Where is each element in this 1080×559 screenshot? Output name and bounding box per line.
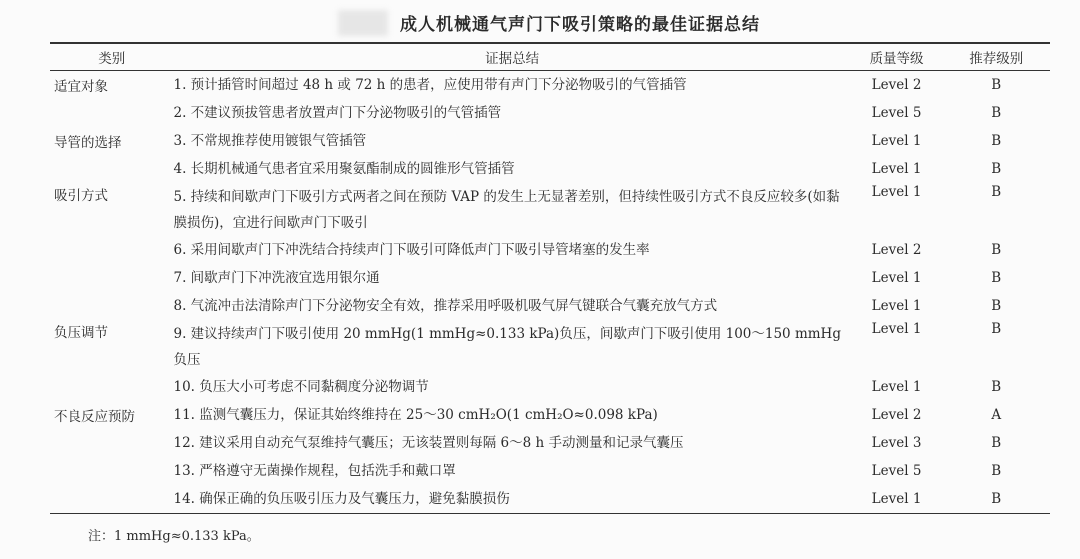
row-recommendation: B: [991, 161, 1002, 177]
table-row: [50, 183, 1050, 236]
table-header-row: [50, 43, 1050, 71]
row-category: [50, 264, 173, 292]
row-quality: Level 1: [871, 184, 922, 200]
row-quality: Level 5: [871, 463, 922, 479]
row-evidence: 5. 持续和间歇声门下吸引方式两者之间在预防 VAP 的发生上无显著差别，但持续性吸引方式不良反应较多(如黏膜损伤)，宜进行间歇声门下吸引: [173, 189, 840, 231]
table-row: [50, 155, 1050, 183]
row-quality: Level 1: [871, 379, 922, 395]
row-quality: Level 5: [871, 105, 922, 121]
row-quality: Level 1: [871, 321, 922, 337]
row-quality: Level 3: [871, 435, 922, 451]
row-recommendation: B: [991, 133, 1002, 149]
row-recommendation: B: [991, 298, 1002, 314]
table-footnote: 注：1 mmHg≈0.133 kPa。: [88, 529, 260, 544]
table-row: [50, 485, 1050, 514]
row-evidence: 12. 建议采用自动充气泵维持气囊压；无该装置则每隔 6～8 h 手动测量和记录气囊压: [173, 435, 684, 451]
table-title: 成人机械通气声门下吸引策略的最佳证据总结: [400, 15, 760, 35]
row-recommendation: B: [991, 242, 1002, 258]
row-quality: Level 2: [871, 77, 922, 93]
row-recommendation: B: [991, 321, 1002, 337]
row-recommendation: B: [991, 270, 1002, 286]
row-recommendation: B: [991, 184, 1002, 200]
table-row: [50, 99, 1050, 127]
row-recommendation: A: [991, 407, 1002, 423]
row-category: [50, 429, 173, 457]
table-row: [50, 264, 1050, 292]
evidence-table: [50, 42, 1050, 514]
row-category: 负压调节: [54, 325, 108, 341]
row-category: [50, 373, 173, 401]
row-category: 吸引方式: [54, 188, 108, 204]
row-evidence: 10. 负压大小可考虑不同黏稠度分泌物调节: [173, 379, 429, 395]
table-row: [50, 292, 1050, 320]
row-category: [50, 155, 173, 183]
row-recommendation: B: [991, 435, 1002, 451]
table-row: [50, 236, 1050, 264]
row-evidence: 8. 气流冲击法清除声门下分泌物安全有效，推荐采用呼吸机吸气屏气键联合气囊充放气方式: [173, 298, 718, 314]
row-evidence: 9. 建议持续声门下吸引使用 20 mmHg(1 mmHg≈0.133 kPa)负压，间歇声门下吸引使用 100～150 mmHg 负压: [173, 326, 841, 368]
row-recommendation: B: [991, 77, 1002, 93]
row-recommendation: B: [991, 463, 1002, 479]
row-quality: Level 1: [871, 161, 922, 177]
blurred-watermark: [338, 10, 388, 36]
row-evidence: 13. 严格遵守无菌操作规程，包括洗手和戴口罩: [173, 463, 456, 479]
header-evidence: 证据总结: [173, 43, 850, 71]
row-evidence: 6. 采用间歇声门下冲洗结合持续声门下吸引可降低声门下吸引导管堵塞的发生率: [173, 242, 650, 258]
row-quality: Level 1: [871, 298, 922, 314]
row-evidence: 2. 不建议预拔管患者放置声门下分泌物吸引的气管插管: [173, 105, 502, 121]
row-quality: Level 2: [871, 242, 922, 258]
row-quality: Level 2: [871, 407, 922, 423]
row-quality: Level 1: [851, 485, 943, 514]
row-quality: Level 1: [871, 133, 922, 149]
row-category: [50, 485, 173, 514]
row-quality: Level 1: [871, 270, 922, 286]
row-recommendation: B: [942, 485, 1050, 514]
row-recommendation: B: [991, 379, 1002, 395]
row-category: 导管的选择: [54, 135, 122, 151]
row-evidence: 7. 间歇声门下冲洗液宜选用银尔通: [173, 270, 380, 286]
row-evidence: 11. 监测气囊压力，保证其始终维持在 25～30 cmH₂O(1 cmH₂O≈0.098 kPa): [173, 407, 658, 423]
table-row: [50, 401, 1050, 429]
table-row: [50, 457, 1050, 485]
row-evidence: 4. 长期机械通气患者宜采用聚氨酯制成的圆锥形气管插管: [173, 161, 515, 177]
row-evidence: 1. 预计插管时间超过 48 h 或 72 h 的患者，应使用带有声门下分泌物吸引的气管插管: [173, 77, 687, 93]
row-category: [50, 236, 173, 264]
table-row: [50, 71, 1050, 100]
row-category: 适宜对象: [54, 79, 108, 95]
row-category: [50, 457, 173, 485]
header-category: 类别: [50, 43, 173, 71]
row-category: [50, 292, 173, 320]
row-category: [50, 99, 173, 127]
row-category: 不良反应预防: [54, 409, 135, 425]
table-row: [50, 320, 1050, 373]
row-evidence: 3. 不常规推荐使用镀银气管插管: [173, 133, 367, 149]
row-evidence: 14. 确保正确的负压吸引压力及气囊压力，避免黏膜损伤: [173, 491, 510, 507]
header-quality: 质量等级: [851, 43, 943, 71]
row-recommendation: B: [991, 105, 1002, 121]
table-row: [50, 373, 1050, 401]
table-row: [50, 127, 1050, 155]
header-recommendation: 推荐级别: [942, 43, 1050, 71]
table-row: [50, 429, 1050, 457]
